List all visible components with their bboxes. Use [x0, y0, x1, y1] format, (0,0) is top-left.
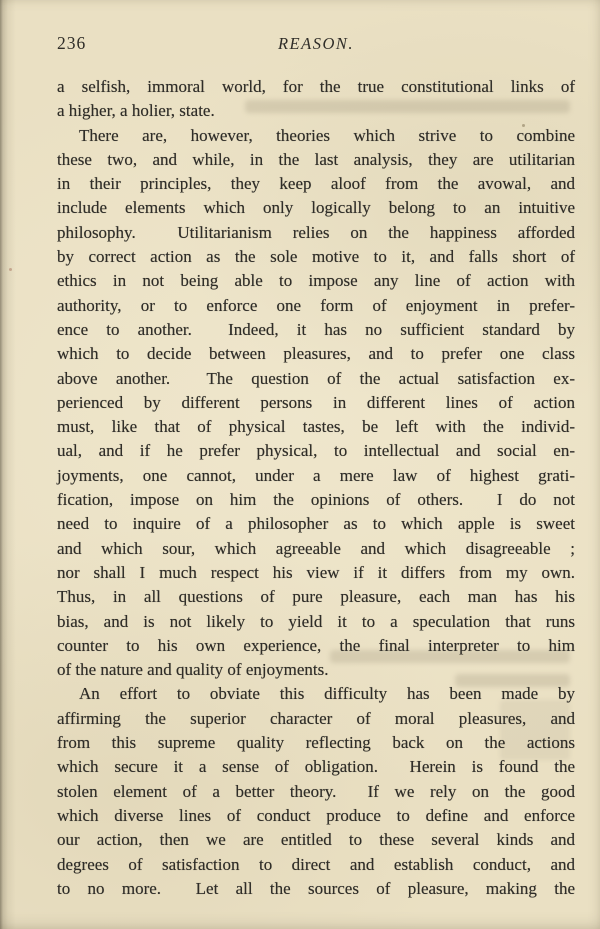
scan-speck: [9, 268, 12, 271]
text-line: a higher, a holier, state.: [57, 101, 215, 121]
text-line: authority, or to enforce one form of enjoyment in prefer-: [57, 295, 575, 315]
running-head: REASON.: [277, 34, 355, 53]
text-line: perienced by different persons in different lines of action: [57, 392, 575, 412]
text-line: need to inquire of a philosopher as to which apple is sweet: [57, 514, 575, 534]
text-line: Thus, in all questions of pure pleasure, each man has his: [57, 587, 575, 607]
text-line: ethics in not being able to impose any line of action with: [57, 271, 575, 291]
text-line: which secure it a sense of obligation. Herein is found the: [57, 757, 575, 777]
text-line: these two, and while, in the last analysis, they are utilitarian: [57, 149, 575, 169]
body-text: [57, 75, 575, 901]
text-line: above another. The question of the actual satisfaction ex-: [57, 368, 575, 388]
text-line: to no more. Let all the sources of pleasure, making the: [57, 878, 575, 898]
text-line: must, like that of physical tastes, be left with the individ-: [57, 417, 575, 437]
text-line: ence to another. Indeed, it has no sufficient standard by: [57, 319, 575, 339]
text-line: stolen element of a better theory. If we rely on the good: [57, 781, 575, 801]
text-line: ual, and if he prefer physical, to intellectual and social en-: [57, 441, 575, 461]
page-header: [57, 33, 575, 55]
text-line: joyments, one cannot, under a mere law of highest grati-: [57, 465, 575, 485]
text-line: which diverse lines of conduct produce to define and enforce: [57, 805, 575, 825]
text-line: nor shall I much respect his view if it differs from my own.: [57, 562, 575, 582]
text-line: our action, then we are entitled to these several kinds and: [57, 830, 575, 850]
text-line: fication, impose on him the opinions of others. I do not: [57, 490, 575, 510]
text-line: counter to his own experience, the final interpreter to him: [57, 635, 575, 655]
text-line: by correct action as the sole motive to it, and falls short of: [57, 247, 575, 267]
text-line: in their principles, they keep aloof from the avowal, and: [57, 174, 575, 194]
text-line: from this supreme quality reflecting back on the actions: [57, 733, 575, 753]
text-line: which to decide between pleasures, and to prefer one class: [57, 344, 575, 364]
text-line: of the nature and quality of enjoyments.: [57, 660, 329, 680]
text-line: degrees of satisfaction to direct and establish conduct, and: [57, 854, 575, 874]
text-line: An effort to obviate this difficulty has been made by: [79, 684, 575, 704]
text-line: philosophy. Utilitarianism relies on the happiness afforded: [57, 222, 575, 242]
text-line: include elements which only logically belong to an intuitive: [57, 198, 575, 218]
text-line: and which sour, which agreeable and which disagreeable ;: [57, 538, 575, 558]
page-number: 236: [57, 33, 87, 53]
text-line: bias, and is not likely to yield it to a speculation that runs: [57, 611, 575, 631]
text-line: a selfish, immoral world, for the true constitutional links of: [57, 77, 575, 96]
page-content: [57, 0, 575, 901]
text-line: affirming the superior character of moral pleasures, and: [57, 708, 575, 728]
text-line: There are, however, theories which strive to combine: [79, 125, 575, 145]
